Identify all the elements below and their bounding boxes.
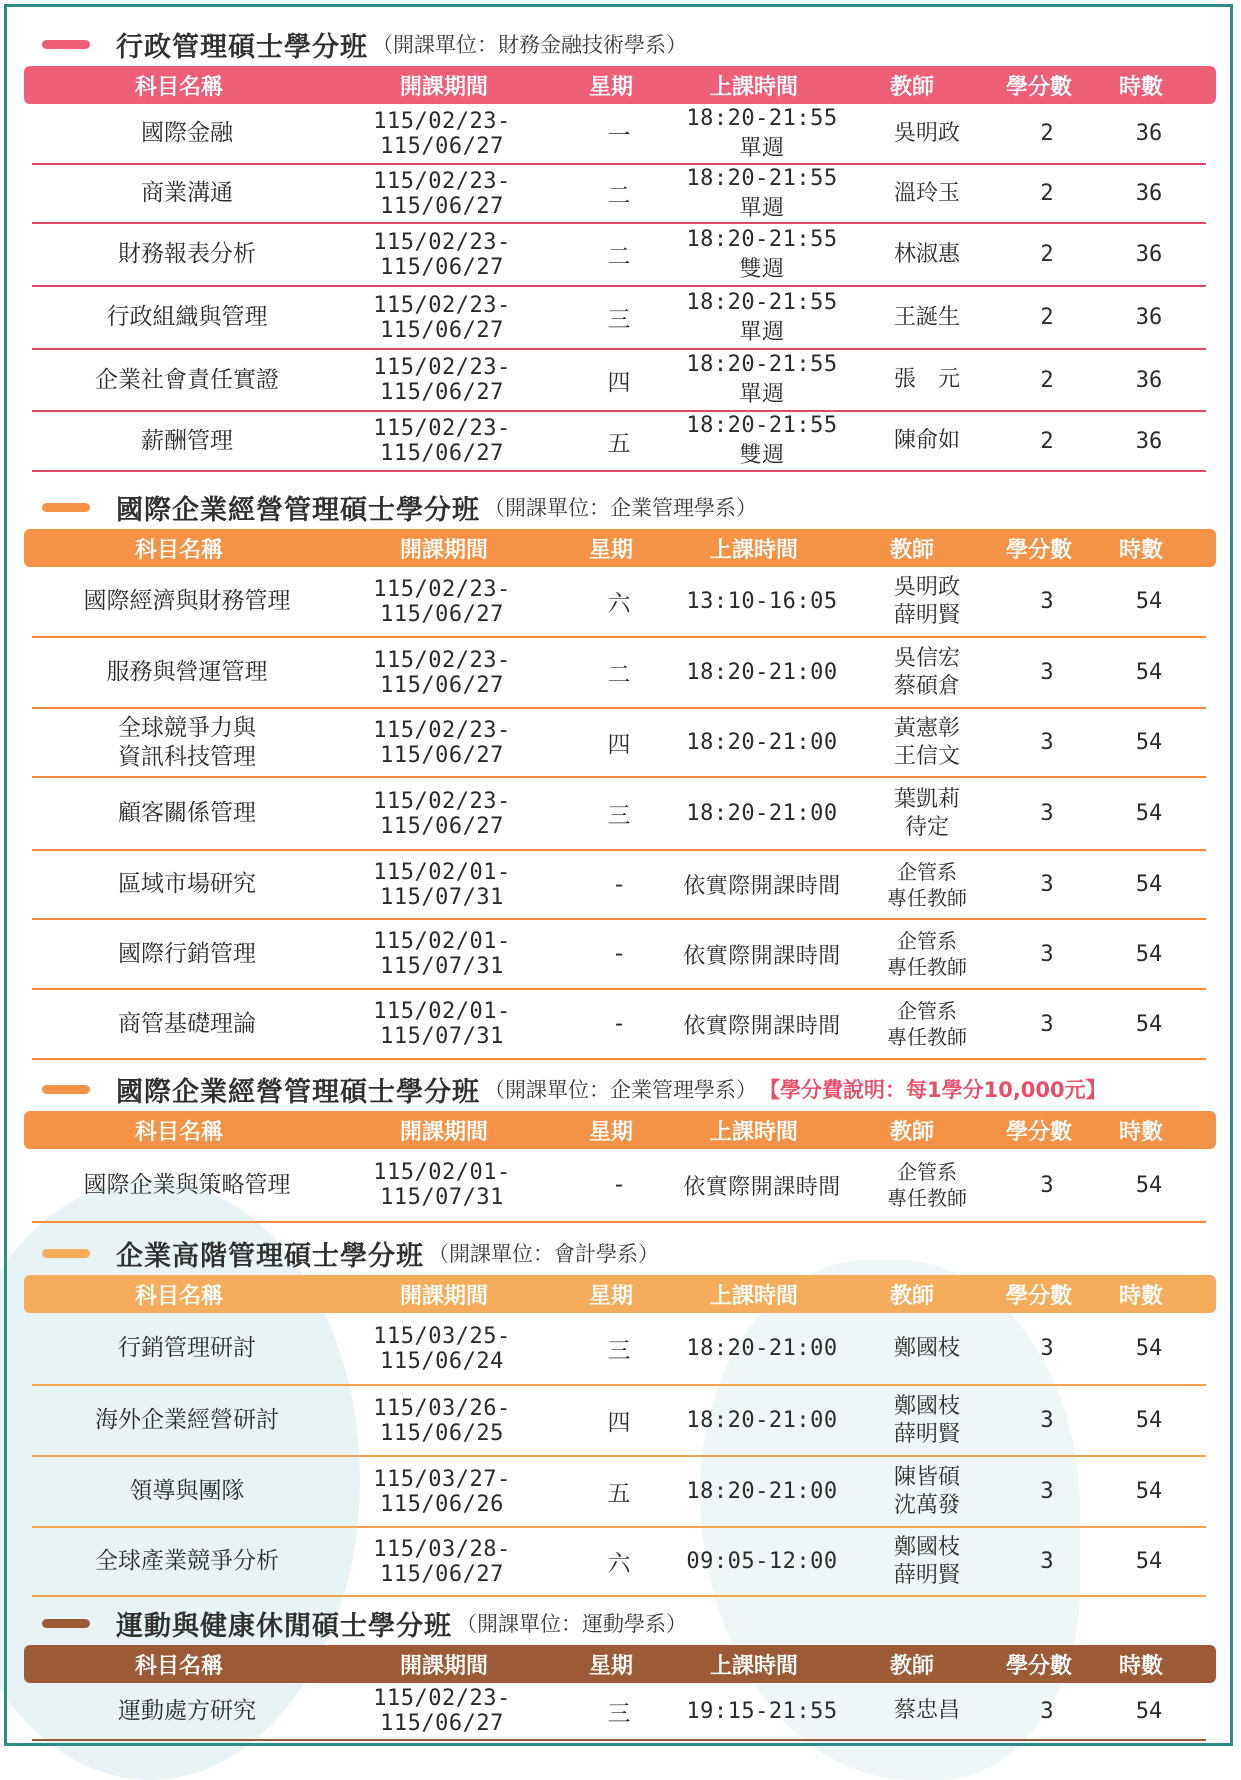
cell-hours: 54 xyxy=(1135,1408,1163,1433)
cell-name: 國際金融 xyxy=(141,120,233,146)
table-header xyxy=(24,529,1216,567)
section-unit: （開課單位：運動學系） xyxy=(456,1612,687,1636)
cell-time: 依實際開課時間 xyxy=(683,1174,841,1200)
cell-name: 顧客關係管理 xyxy=(118,800,256,826)
section-title: 運動與健康休閒碩士學分班 xyxy=(116,1610,452,1642)
cell-time: 18:20-21:00 xyxy=(686,801,838,826)
column-header: 時數 xyxy=(1118,1653,1163,1679)
column-header: 開課期間 xyxy=(399,1653,488,1679)
cell-teacher: 陳俞如 xyxy=(893,428,960,453)
table-header xyxy=(24,1111,1216,1149)
cell-credit: 3 xyxy=(1040,1011,1054,1037)
cell-time: 13:10-16:05 xyxy=(686,589,838,614)
column-header: 上課時間 xyxy=(709,1283,798,1309)
cell-period: 115/02/23-115/06/27 xyxy=(373,108,511,159)
cell-name: 國際行銷管理 xyxy=(118,940,256,967)
cell-day: - xyxy=(614,871,624,898)
cell-credit: 3 xyxy=(1040,801,1054,826)
column-header: 教師 xyxy=(889,74,934,100)
table-row xyxy=(32,990,1206,1060)
cell-time: 18:20-21:55 單週 xyxy=(686,352,838,407)
cell-name: 行銷管理研討 xyxy=(118,1335,256,1361)
cell-hours: 36 xyxy=(1135,121,1163,146)
table-header xyxy=(24,1645,1216,1683)
column-header: 學分數 xyxy=(1005,1119,1072,1145)
cell-credit: 3 xyxy=(1040,660,1054,685)
cell-time: 18:20-21:00 xyxy=(686,1408,838,1433)
cell-credit: 3 xyxy=(1040,1336,1054,1361)
cell-period: 115/02/01-115/07/31 xyxy=(373,999,511,1049)
section-marker-icon xyxy=(42,503,90,512)
column-header: 科目名稱 xyxy=(134,1653,223,1679)
cell-credit: 2 xyxy=(1040,181,1054,206)
cell-period: 115/02/23-115/06/27 xyxy=(373,717,511,768)
cell-hours: 54 xyxy=(1135,660,1163,685)
table-row xyxy=(32,1528,1206,1597)
cell-credit: 2 xyxy=(1040,242,1054,267)
cell-teacher: 吳信宏 蔡碩倉 xyxy=(893,645,960,699)
cell-day: 四 xyxy=(607,1410,631,1436)
cell-hours: 54 xyxy=(1135,730,1163,755)
cell-day: 二 xyxy=(607,183,631,209)
cell-day: 一 xyxy=(607,123,631,149)
cell-day: 四 xyxy=(607,732,631,758)
cell-teacher: 陳皆碩 沈萬發 xyxy=(893,1464,960,1518)
column-header: 星期 xyxy=(588,1119,633,1145)
cell-teacher: 黃憲彰 王信文 xyxy=(893,715,960,769)
cell-time: 18:20-21:55 單週 xyxy=(686,105,838,161)
table-row xyxy=(32,224,1206,287)
section-title-bar xyxy=(24,1601,1216,1645)
cell-name: 全球競爭力與 資訊科技管理 xyxy=(118,714,256,770)
cell-period: 115/02/23-115/06/27 xyxy=(373,576,511,627)
table-row xyxy=(32,567,1206,638)
cell-name: 全球產業競爭分析 xyxy=(95,1548,279,1574)
section-title: 企業高階管理碩士學分班 xyxy=(116,1240,424,1272)
cell-name: 企業社會責任實證 xyxy=(95,366,279,393)
cell-name: 國際企業與策略管理 xyxy=(83,1171,291,1198)
section-title-bar xyxy=(24,1067,1216,1111)
tuition-note: 【學分費說明：每1學分10,000元】 xyxy=(759,1078,1107,1102)
cell-hours: 54 xyxy=(1135,589,1163,614)
section-unit: （開課單位：會計學系） xyxy=(428,1242,659,1266)
table-row xyxy=(32,1683,1206,1741)
cell-day: - xyxy=(614,941,624,967)
column-header: 科目名稱 xyxy=(134,537,223,563)
cell-day: 五 xyxy=(607,430,631,457)
cell-credit: 3 xyxy=(1040,1549,1054,1574)
cell-time: 18:20-21:00 xyxy=(686,1479,838,1504)
column-header: 學分數 xyxy=(1005,1653,1072,1679)
section-title: 國際企業經營管理碩士學分班 xyxy=(116,1076,480,1108)
section-unit: （開課單位：企業管理學系） xyxy=(484,496,757,520)
column-header: 星期 xyxy=(588,537,633,563)
section-unit: （開課單位：企業管理學系） xyxy=(484,1078,757,1102)
cell-name: 運動處方研究 xyxy=(118,1697,256,1724)
cell-teacher: 吳明政 xyxy=(893,120,960,146)
table-header xyxy=(24,66,1216,104)
cell-credit: 3 xyxy=(1040,872,1054,897)
cell-hours: 36 xyxy=(1135,181,1163,206)
cell-time: 18:20-21:55 雙週 xyxy=(686,226,838,282)
cell-day: 三 xyxy=(607,1700,631,1727)
cell-credit: 3 xyxy=(1040,1172,1054,1198)
cell-hours: 54 xyxy=(1135,801,1163,826)
cell-hours: 54 xyxy=(1135,1698,1163,1724)
cell-credit: 2 xyxy=(1040,305,1054,330)
section-title: 國際企業經營管理碩士學分班 xyxy=(116,494,480,526)
column-header: 科目名稱 xyxy=(134,1283,223,1309)
cell-time: 18:20-21:55 單週 xyxy=(686,165,838,221)
cell-time: 19:15-21:55 xyxy=(686,1698,838,1724)
cell-day: - xyxy=(614,1172,624,1198)
column-header: 學分數 xyxy=(1005,1283,1072,1309)
section-title-bar xyxy=(24,22,1216,66)
column-header: 星期 xyxy=(588,74,633,100)
cell-name: 國際經濟與財務管理 xyxy=(83,588,291,614)
cell-credit: 2 xyxy=(1040,367,1054,393)
column-header: 星期 xyxy=(588,1653,633,1679)
cell-time: 依實際開課時間 xyxy=(683,1013,841,1039)
cell-period: 115/02/23-115/06/27 xyxy=(373,292,511,343)
cell-teacher: 企管系 專任教師 xyxy=(887,859,967,910)
column-header: 教師 xyxy=(889,1119,934,1145)
cell-hours: 36 xyxy=(1135,367,1163,393)
table-row xyxy=(32,709,1206,778)
table-header xyxy=(24,1275,1216,1313)
cell-day: 四 xyxy=(607,369,631,396)
column-header: 學分數 xyxy=(1005,74,1072,100)
section-title: 行政管理碩士學分班 xyxy=(116,31,368,63)
cell-hours: 54 xyxy=(1135,1549,1163,1574)
cell-teacher: 張 元 xyxy=(893,367,960,392)
cell-day: 五 xyxy=(607,1481,631,1507)
column-header: 開課期間 xyxy=(399,1119,488,1145)
cell-name: 商業溝通 xyxy=(141,180,233,206)
cell-day: 二 xyxy=(607,662,631,688)
section-marker-icon xyxy=(42,1249,90,1258)
cell-day: - xyxy=(614,1011,624,1037)
cell-name: 海外企業經營研討 xyxy=(95,1407,279,1433)
column-header: 科目名稱 xyxy=(134,74,223,100)
cell-day: 六 xyxy=(607,1551,631,1577)
column-header: 開課期間 xyxy=(399,1283,488,1309)
cell-teacher: 王誕生 xyxy=(893,304,960,330)
column-header: 開課期間 xyxy=(399,74,488,100)
cell-period: 115/02/23-115/06/27 xyxy=(373,229,511,280)
cell-hours: 36 xyxy=(1135,428,1163,454)
table-row xyxy=(32,920,1206,990)
section-marker-icon xyxy=(42,40,90,49)
table-row xyxy=(32,638,1206,709)
cell-teacher: 企管系 專任教師 xyxy=(887,999,967,1049)
cell-credit: 2 xyxy=(1040,121,1054,146)
cell-period: 115/03/26-115/06/25 xyxy=(373,1395,511,1446)
cell-teacher: 蔡忠昌 xyxy=(893,1698,960,1723)
cell-period: 115/02/01-115/07/31 xyxy=(373,859,511,910)
cell-hours: 54 xyxy=(1135,1172,1163,1198)
cell-period: 115/03/28-115/06/27 xyxy=(373,1536,511,1587)
cell-day: 六 xyxy=(607,591,631,617)
course-section xyxy=(24,1601,1216,1741)
cell-name: 服務與營運管理 xyxy=(106,659,268,685)
cell-period: 115/02/23-115/06/27 xyxy=(373,168,511,219)
cell-time: 09:05-12:00 xyxy=(686,1549,838,1574)
cell-credit: 3 xyxy=(1040,589,1054,614)
column-header: 教師 xyxy=(889,1653,934,1679)
cell-day: 三 xyxy=(607,307,631,333)
cell-period: 115/03/25-115/06/24 xyxy=(373,1323,511,1374)
cell-hours: 54 xyxy=(1135,941,1163,967)
section-marker-icon xyxy=(42,1085,90,1094)
cell-credit: 3 xyxy=(1040,941,1054,967)
column-header: 科目名稱 xyxy=(134,1119,223,1145)
cell-name: 財務報表分析 xyxy=(118,241,256,267)
cell-hours: 36 xyxy=(1135,305,1163,330)
cell-teacher: 企管系 專任教師 xyxy=(887,1160,967,1210)
cell-day: 三 xyxy=(607,803,631,829)
cell-name: 區域市場研究 xyxy=(118,871,256,897)
cell-time: 依實際開課時間 xyxy=(683,874,841,899)
cell-name: 薪酬管理 xyxy=(141,427,233,454)
table-row xyxy=(32,1149,1206,1223)
table-row xyxy=(32,104,1206,165)
course-section xyxy=(24,1231,1216,1597)
cell-teacher: 溫玲玉 xyxy=(893,180,960,206)
cell-period: 115/02/23-115/06/27 xyxy=(373,1686,511,1736)
section-unit: （開課單位：財務金融技術學系） xyxy=(372,33,687,57)
cell-period: 115/02/23-115/06/27 xyxy=(373,416,511,466)
column-header: 上課時間 xyxy=(709,537,798,563)
cell-name: 行政組織與管理 xyxy=(106,304,268,330)
section-title-bar xyxy=(24,1231,1216,1275)
cell-credit: 3 xyxy=(1040,1698,1054,1724)
cell-teacher: 鄭國枝 薛明賢 xyxy=(893,1393,960,1447)
cell-credit: 3 xyxy=(1040,730,1054,755)
section-marker-icon xyxy=(42,1619,90,1628)
course-section xyxy=(24,1067,1216,1223)
cell-credit: 3 xyxy=(1040,1408,1054,1433)
cell-hours: 54 xyxy=(1135,1336,1163,1361)
column-header: 學分數 xyxy=(1005,537,1072,563)
cell-credit: 3 xyxy=(1040,1479,1054,1504)
cell-teacher: 鄭國枝 薛明賢 xyxy=(893,1534,960,1588)
cell-hours: 36 xyxy=(1135,242,1163,267)
cell-credit: 2 xyxy=(1040,428,1054,454)
table-row xyxy=(32,778,1206,851)
table-row xyxy=(32,287,1206,350)
cell-period: 115/02/01-115/07/31 xyxy=(373,1160,511,1210)
column-header: 上課時間 xyxy=(709,1653,798,1679)
table-row xyxy=(32,1313,1206,1386)
cell-time: 依實際開課時間 xyxy=(683,943,841,969)
column-header: 開課期間 xyxy=(399,537,488,563)
column-header: 教師 xyxy=(889,537,934,563)
cell-period: 115/02/23-115/06/27 xyxy=(373,355,511,405)
column-header: 時數 xyxy=(1118,537,1163,563)
cell-teacher: 鄭國枝 xyxy=(893,1335,960,1361)
cell-period: 115/02/23-115/06/27 xyxy=(373,647,511,698)
cell-time: 18:20-21:00 xyxy=(686,660,838,685)
cell-period: 115/02/23-115/06/27 xyxy=(373,788,511,839)
cell-hours: 54 xyxy=(1135,1479,1163,1504)
section-title-bar xyxy=(24,485,1216,529)
cell-name: 商管基礎理論 xyxy=(118,1010,256,1037)
cell-time: 18:20-21:55 單週 xyxy=(686,289,838,345)
cell-teacher: 吳明政 薛明賢 xyxy=(893,574,960,628)
column-header: 上課時間 xyxy=(709,74,798,100)
column-header: 上課時間 xyxy=(709,1119,798,1145)
table-row xyxy=(32,851,1206,920)
cell-time: 18:20-21:00 xyxy=(686,730,838,755)
column-header: 時數 xyxy=(1118,74,1163,100)
cell-time: 18:20-21:00 xyxy=(686,1336,838,1361)
cell-day: 二 xyxy=(607,244,631,270)
cell-name: 領導與團隊 xyxy=(129,1478,245,1504)
cell-time: 18:20-21:55 雙週 xyxy=(686,413,838,468)
cell-hours: 54 xyxy=(1135,1011,1163,1037)
column-header: 星期 xyxy=(588,1283,633,1309)
course-section xyxy=(24,22,1216,472)
table-row xyxy=(32,350,1206,412)
table-row xyxy=(32,1457,1206,1528)
cell-period: 115/02/01-115/07/31 xyxy=(373,929,511,979)
column-header: 時數 xyxy=(1118,1283,1163,1309)
table-row xyxy=(32,1386,1206,1457)
cell-teacher: 葉凱莉 待定 xyxy=(893,786,960,840)
cell-hours: 54 xyxy=(1135,872,1163,897)
column-header: 教師 xyxy=(889,1283,934,1309)
table-row xyxy=(32,165,1206,224)
cell-teacher: 企管系 專任教師 xyxy=(887,929,967,979)
cell-day: 三 xyxy=(607,1338,631,1364)
table-row xyxy=(32,412,1206,472)
cell-period: 115/03/27-115/06/26 xyxy=(373,1466,511,1517)
column-header: 時數 xyxy=(1118,1119,1163,1145)
course-section xyxy=(24,485,1216,1060)
cell-teacher: 林淑惠 xyxy=(893,241,960,267)
